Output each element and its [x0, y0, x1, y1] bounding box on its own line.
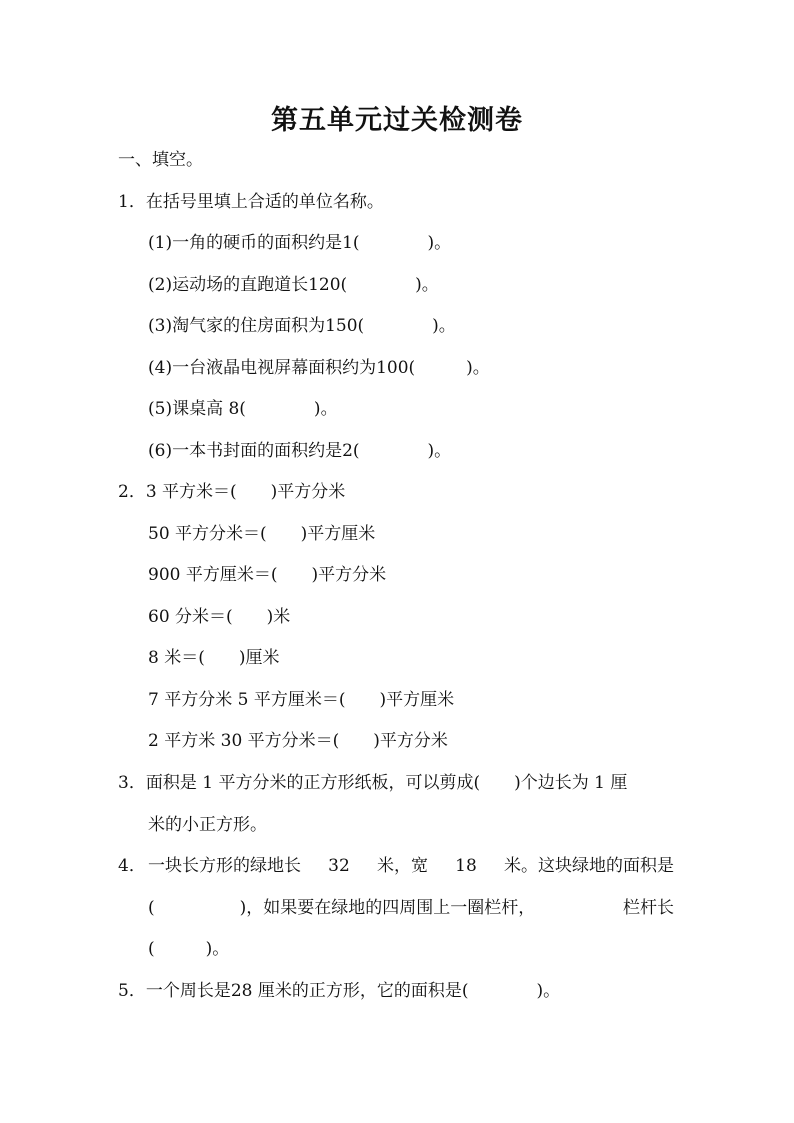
question-4-line-1-part: 一块长方形的绿地长 — [148, 856, 301, 876]
question-3-line-2: 米的小正方形。 — [148, 815, 267, 835]
question-4-line-3: ( )。 — [148, 939, 230, 959]
question-1-item-1: (1)一角的硬币的面积约是1( )。 — [148, 233, 452, 253]
question-4-line-1-part: 米。这块绿地的面积是 — [503, 856, 674, 876]
question-1-item-5: (5)课桌高 8( )。 — [148, 399, 338, 419]
question-1-stem: 1．在括号里填上合适的单位名称。 — [118, 192, 384, 212]
question-2-item-5: 8 米＝( )厘米 — [148, 648, 280, 668]
question-1-item-4: (4)一台液晶电视屏幕面积约为100( )。 — [148, 358, 490, 378]
question-2-item-2: 50 平方分米＝( )平方厘米 — [148, 524, 376, 544]
question-3-line-1: 3．面积是 1 平方分米的正方形纸板，可以剪成( )个边长为 1 厘 — [118, 773, 628, 793]
question-4-line-1-part: 18 — [455, 856, 477, 876]
page-title: 第五单元过关检测卷 — [271, 105, 523, 136]
question-2-item-7: 2 平方米 30 平方分米＝( )平方分米 — [148, 731, 448, 751]
question-2-item-4: 60 分米＝( )米 — [148, 607, 291, 627]
section-heading-fill-blank: 一、填空。 — [118, 150, 203, 170]
question-4-line-2-part: ( )，如果要在绿地的四周围上一圈栏杆， — [148, 898, 536, 918]
question-2-item-1: 2．3 平方米＝( )平方分米 — [118, 482, 346, 502]
question-5-text: 5．一个周长是28 厘米的正方形，它的面积是( )。 — [118, 981, 561, 1001]
question-2-item-6: 7 平方分米 5 平方厘米＝( )平方厘米 — [148, 690, 455, 710]
question-4-line-1 — [148, 855, 674, 877]
question-4-line-1-part: 米，宽 — [376, 856, 428, 876]
question-4-line-2 — [148, 897, 674, 919]
question-1-item-6: (6)一本书封面的面积约是2( )。 — [148, 441, 452, 461]
question-4-line-2-part: 栏杆长 — [623, 898, 674, 918]
question-1-item-2: (2)运动场的直跑道长120( )。 — [148, 275, 439, 295]
question-4-number: 4． — [118, 856, 146, 876]
question-4-line-1-part: 32 — [328, 856, 350, 876]
question-2-item-3: 900 平方厘米＝( )平方分米 — [148, 565, 387, 585]
question-1-item-3: (3)淘气家的住房面积为150( )。 — [148, 316, 456, 336]
